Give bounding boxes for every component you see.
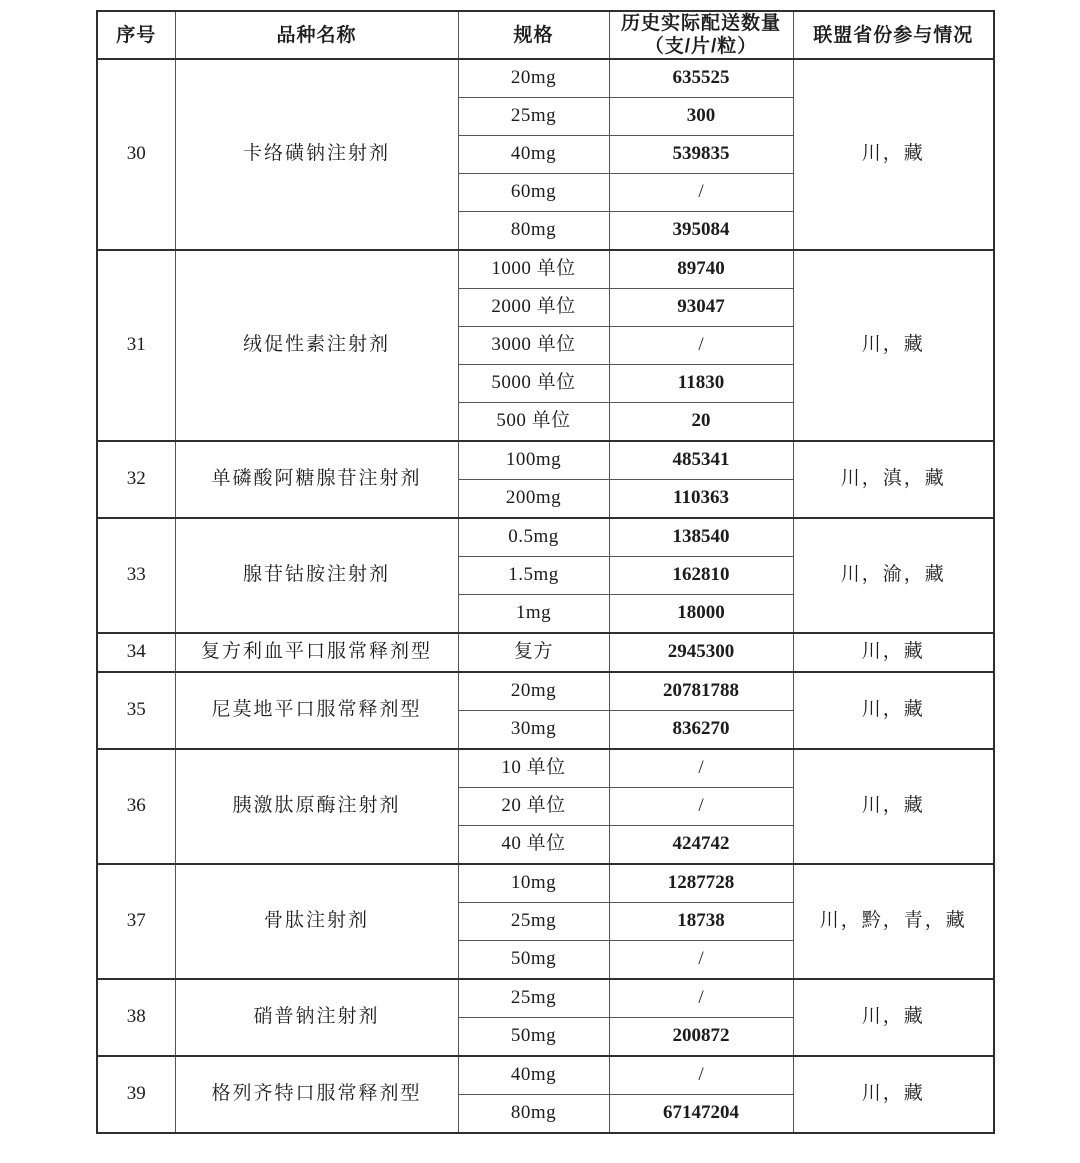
spec-cell: 30mg bbox=[458, 711, 609, 750]
qty-cell: 395084 bbox=[609, 212, 793, 251]
table-row bbox=[97, 59, 994, 98]
province-cell: 川，黔，青，藏 bbox=[793, 864, 994, 979]
name-cell: 硝普钠注射剂 bbox=[175, 979, 458, 1056]
spec-cell: 2000 单位 bbox=[458, 289, 609, 327]
table-row bbox=[97, 864, 994, 903]
qty-cell: 67147204 bbox=[609, 1095, 793, 1134]
spec-cell: 10 单位 bbox=[458, 749, 609, 788]
qty-cell: / bbox=[609, 327, 793, 365]
spec-cell: 25mg bbox=[458, 98, 609, 136]
qty-cell: 424742 bbox=[609, 826, 793, 865]
province-cell: 川，渝，藏 bbox=[793, 518, 994, 633]
qty-cell: 89740 bbox=[609, 250, 793, 289]
header-spec: 规格 bbox=[458, 11, 609, 59]
spec-cell: 40 单位 bbox=[458, 826, 609, 865]
spec-cell: 25mg bbox=[458, 979, 609, 1018]
spec-cell: 20mg bbox=[458, 59, 609, 98]
spec-cell: 200mg bbox=[458, 480, 609, 519]
spec-cell: 40mg bbox=[458, 136, 609, 174]
header-name: 品种名称 bbox=[175, 11, 458, 59]
province-cell: 川，藏 bbox=[793, 672, 994, 749]
province-cell: 川，藏 bbox=[793, 59, 994, 250]
header-row bbox=[97, 11, 994, 59]
spec-cell: 80mg bbox=[458, 212, 609, 251]
spec-cell: 3000 单位 bbox=[458, 327, 609, 365]
table-row bbox=[97, 979, 994, 1018]
name-cell: 尼莫地平口服常释剂型 bbox=[175, 672, 458, 749]
qty-cell: 635525 bbox=[609, 59, 793, 98]
table-row bbox=[97, 672, 994, 711]
qty-cell: / bbox=[609, 749, 793, 788]
seq-cell: 35 bbox=[97, 672, 175, 749]
header-seq: 序号 bbox=[97, 11, 175, 59]
qty-cell: / bbox=[609, 1056, 793, 1095]
qty-cell: 20781788 bbox=[609, 672, 793, 711]
province-cell: 川，藏 bbox=[793, 250, 994, 441]
header-provinces: 联盟省份参与情况 bbox=[793, 11, 994, 59]
qty-cell: 18738 bbox=[609, 903, 793, 941]
spec-cell: 1000 单位 bbox=[458, 250, 609, 289]
seq-cell: 31 bbox=[97, 250, 175, 441]
spec-cell: 50mg bbox=[458, 941, 609, 980]
qty-cell: / bbox=[609, 788, 793, 826]
province-cell: 川，滇，藏 bbox=[793, 441, 994, 518]
name-cell: 卡络磺钠注射剂 bbox=[175, 59, 458, 250]
spec-cell: 100mg bbox=[458, 441, 609, 480]
name-cell: 腺苷钴胺注射剂 bbox=[175, 518, 458, 633]
table-row bbox=[97, 749, 994, 788]
table-row bbox=[97, 250, 994, 289]
seq-cell: 38 bbox=[97, 979, 175, 1056]
qty-cell: 485341 bbox=[609, 441, 793, 480]
table-row bbox=[97, 518, 994, 557]
qty-cell: 93047 bbox=[609, 289, 793, 327]
name-cell: 胰激肽原酶注射剂 bbox=[175, 749, 458, 864]
qty-cell: 300 bbox=[609, 98, 793, 136]
spec-cell: 80mg bbox=[458, 1095, 609, 1134]
qty-cell: 20 bbox=[609, 403, 793, 442]
qty-cell: 138540 bbox=[609, 518, 793, 557]
qty-cell: 110363 bbox=[609, 480, 793, 519]
spec-cell: 25mg bbox=[458, 903, 609, 941]
qty-cell: 200872 bbox=[609, 1018, 793, 1057]
qty-cell: 162810 bbox=[609, 557, 793, 595]
seq-cell: 34 bbox=[97, 633, 175, 672]
table-row bbox=[97, 633, 994, 672]
province-cell: 川，藏 bbox=[793, 1056, 994, 1133]
name-cell: 复方利血平口服常释剂型 bbox=[175, 633, 458, 672]
seq-cell: 30 bbox=[97, 59, 175, 250]
province-cell: 川，藏 bbox=[793, 633, 994, 672]
header-qty-line1: 历史实际配送数量 bbox=[620, 13, 781, 34]
spec-cell: 5000 单位 bbox=[458, 365, 609, 403]
qty-cell: 539835 bbox=[609, 136, 793, 174]
qty-cell: / bbox=[609, 941, 793, 980]
spec-cell: 20 单位 bbox=[458, 788, 609, 826]
seq-cell: 39 bbox=[97, 1056, 175, 1133]
qty-cell: / bbox=[609, 174, 793, 212]
spec-cell: 20mg bbox=[458, 672, 609, 711]
table-row bbox=[97, 1056, 994, 1095]
table-body bbox=[97, 59, 994, 1133]
spec-cell: 复方 bbox=[458, 633, 609, 672]
seq-cell: 36 bbox=[97, 749, 175, 864]
spec-cell: 40mg bbox=[458, 1056, 609, 1095]
seq-cell: 37 bbox=[97, 864, 175, 979]
spec-cell: 1mg bbox=[458, 595, 609, 634]
drug-procurement-table bbox=[96, 10, 995, 1134]
seq-cell: 33 bbox=[97, 518, 175, 633]
qty-cell: 1287728 bbox=[609, 864, 793, 903]
spec-cell: 1.5mg bbox=[458, 557, 609, 595]
spec-cell: 50mg bbox=[458, 1018, 609, 1057]
qty-cell: 11830 bbox=[609, 365, 793, 403]
province-cell: 川，藏 bbox=[793, 749, 994, 864]
header-qty bbox=[609, 11, 793, 59]
qty-cell: 836270 bbox=[609, 711, 793, 750]
name-cell: 骨肽注射剂 bbox=[175, 864, 458, 979]
table-row bbox=[97, 441, 994, 480]
qty-cell: 2945300 bbox=[609, 633, 793, 672]
name-cell: 单磷酸阿糖腺苷注射剂 bbox=[175, 441, 458, 518]
province-cell: 川，藏 bbox=[793, 979, 994, 1056]
qty-cell: 18000 bbox=[609, 595, 793, 634]
spec-cell: 500 单位 bbox=[458, 403, 609, 442]
spec-cell: 10mg bbox=[458, 864, 609, 903]
seq-cell: 32 bbox=[97, 441, 175, 518]
qty-cell: / bbox=[609, 979, 793, 1018]
name-cell: 格列齐特口服常释剂型 bbox=[175, 1056, 458, 1133]
spec-cell: 0.5mg bbox=[458, 518, 609, 557]
name-cell: 绒促性素注射剂 bbox=[175, 250, 458, 441]
header-qty-line2: （支/片/粒） bbox=[644, 36, 758, 58]
spec-cell: 60mg bbox=[458, 174, 609, 212]
